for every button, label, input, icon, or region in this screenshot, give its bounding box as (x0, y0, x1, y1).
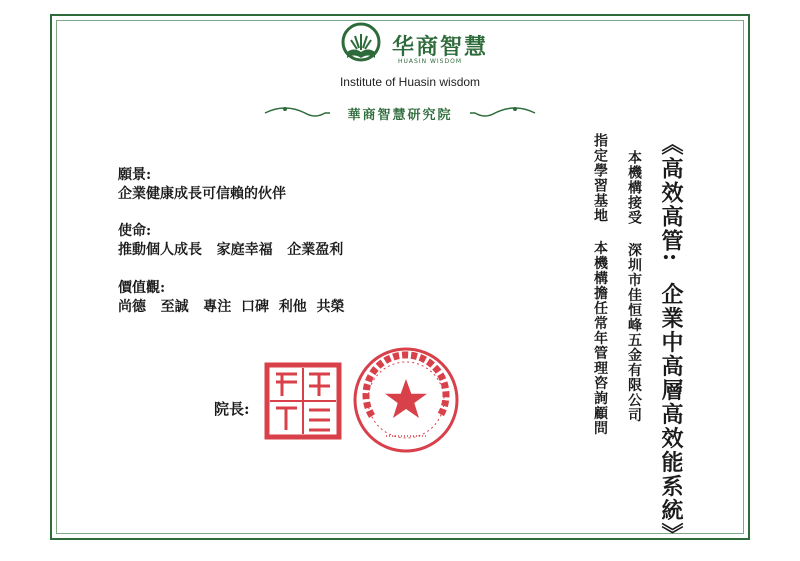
vision-label: 願景: (118, 167, 152, 183)
institute-name-en: Institute of Huasin wisdom (339, 75, 481, 89)
values-text: 尚德 至誠 專注 口碑 利他 共榮 (118, 299, 345, 315)
brand-name-en: HUASIN WISDOM (398, 58, 463, 65)
program-title: 《高效高管: 企業中高層高效能系統》 (658, 133, 684, 547)
appointment-line-a: 本機構接受 深圳市佳恒峰五金有限公司 (626, 150, 642, 423)
mission-section (118, 222, 343, 260)
brand-name: 华商智慧 (392, 34, 489, 60)
book-logo-icon (338, 22, 384, 66)
values-label: 價值觀: (118, 280, 166, 296)
vision-section (118, 166, 286, 204)
personal-seal-icon (264, 362, 342, 440)
appointment-line-b: 指定學習基地 本機構擔任常年管理咨詢顧問 (592, 133, 608, 436)
vision-text: 企業健康成長可信賴的伙伴 (118, 186, 286, 202)
principal-label: 院長: (214, 400, 250, 418)
values-section (118, 279, 345, 317)
mission-text: 推動個人成長 家庭幸福 企業盈利 (118, 242, 344, 258)
company-seal-icon (352, 346, 460, 454)
mission-label: 使命: (118, 223, 152, 239)
institute-name-cn: 華商智慧研究院 (347, 108, 453, 123)
